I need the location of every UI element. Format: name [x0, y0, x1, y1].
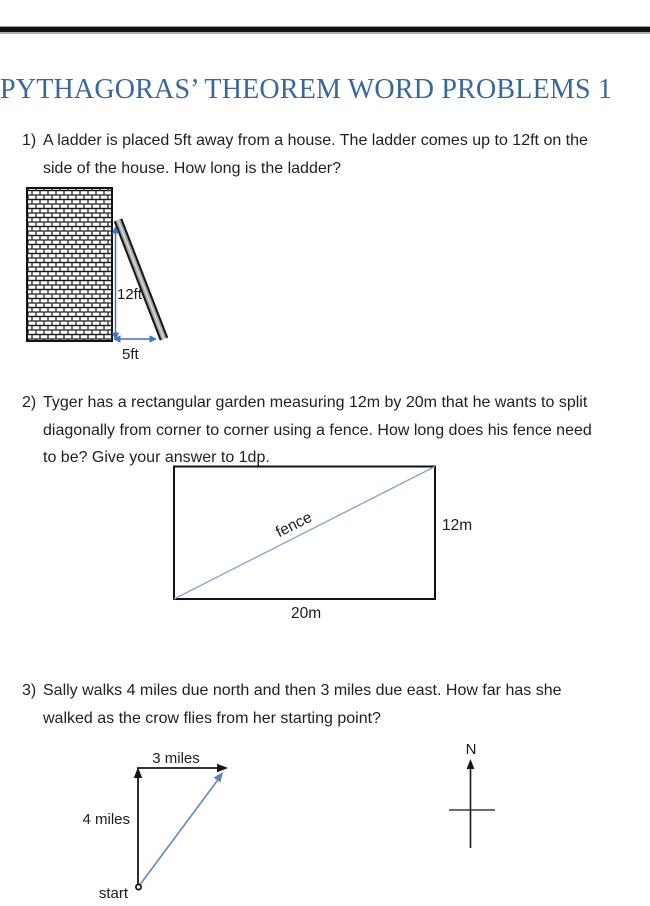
rule-gray-bottom	[0, 32, 650, 34]
garden-base-label: 20m	[291, 605, 322, 622]
problem-1-number: 1)	[22, 132, 37, 149]
ladder-base-label: 5ft	[122, 346, 139, 363]
garden-diagram	[170, 460, 485, 628]
problem-2-line-1: Tyger has a rectangular garden measuring 12m by 20m that he wants to split	[43, 394, 588, 411]
problem-3-line-1: Sally walks 4 miles due north and then 3 miles due east. How far has she	[43, 682, 562, 699]
page-title: PYTHAGORAS’ THEOREM WORD PROBLEMS 1	[0, 74, 613, 105]
problem-1-line-2: side of the house. How long is the ladder?	[43, 159, 341, 177]
ladder	[118, 220, 164, 339]
ladder-diagram	[20, 186, 205, 368]
brick-wall	[27, 188, 112, 341]
east-distance-label: 3 miles	[152, 750, 200, 767]
problem-2-number: 2)	[22, 394, 37, 411]
problem-1-text	[43, 127, 588, 182]
problem-3-text	[43, 677, 562, 732]
problem-2-line-3: to be? Give your answer to 1dp.	[43, 449, 270, 466]
start-label: start	[98, 885, 128, 902]
problem-3-line-2: walked as the crow flies from her starting point?	[43, 709, 381, 727]
start-point-dot	[136, 884, 141, 889]
problem-1-line-1: A ladder is placed 5ft away from a house. The ladder comes up to 12ft on the	[43, 132, 588, 149]
north-leg-arrow	[134, 767, 142, 887]
walk-diagram	[70, 738, 270, 906]
crow-flies-arrow	[139, 772, 223, 886]
page-top-rule	[0, 26, 650, 34]
north-distance-label: 4 miles	[82, 811, 130, 828]
compass-north-label: N	[465, 741, 477, 758]
fence-label: fence	[273, 508, 315, 542]
garden-side-label: 12m	[442, 517, 473, 534]
compass-north-arrow	[467, 759, 475, 848]
problem-3-number: 3)	[22, 682, 37, 699]
fence-diagonal-line	[174, 467, 435, 600]
ladder-height-label: 12ft	[117, 286, 143, 303]
compass-rose	[438, 733, 508, 858]
problem-2-line-2: diagonally from corner to corner using a fence. How long does his fence need	[43, 421, 592, 439]
base-dimension-arrow	[113, 335, 157, 342]
